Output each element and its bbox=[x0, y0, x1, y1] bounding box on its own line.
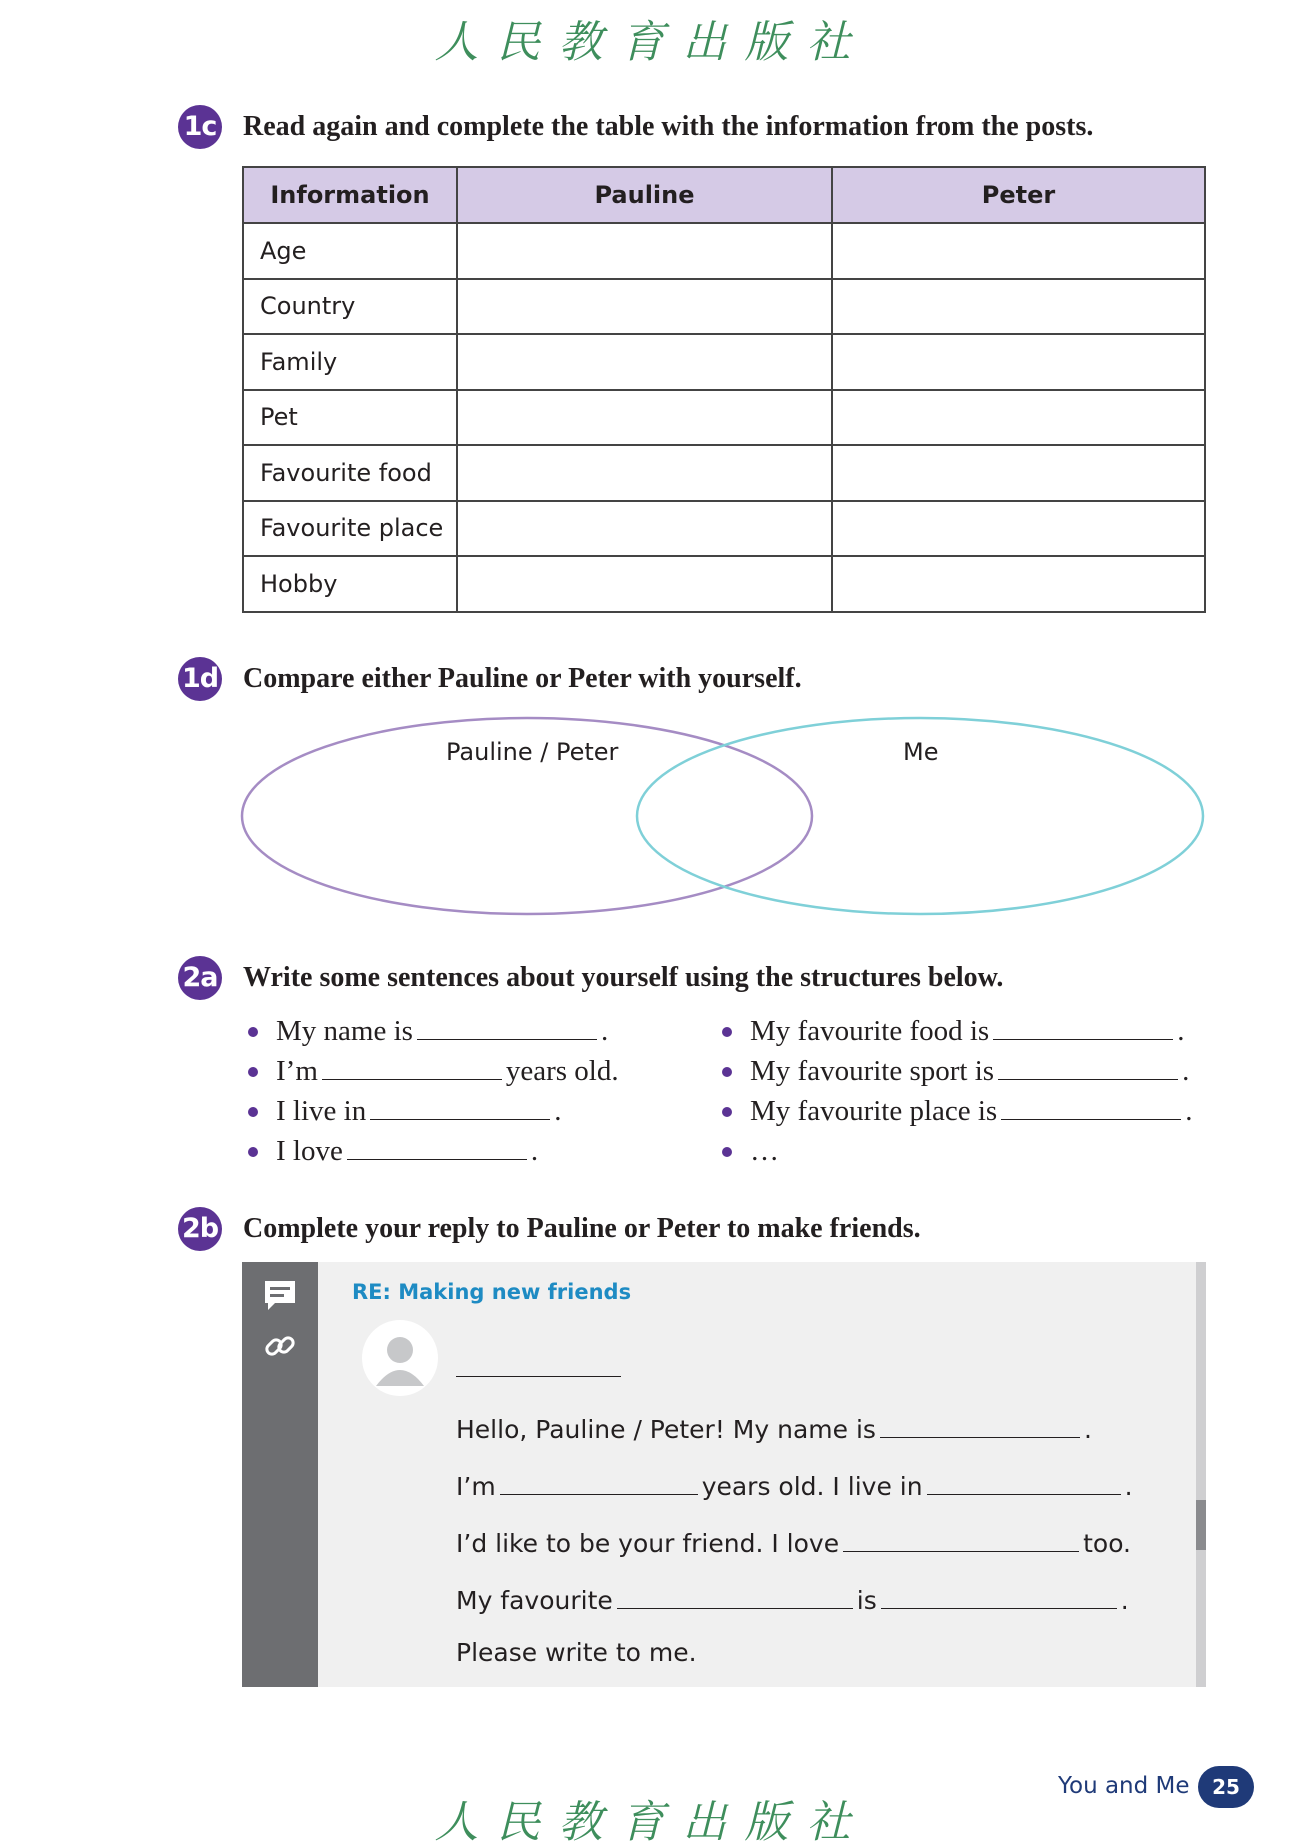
publisher-logo-top: 人民教育出版社 bbox=[434, 17, 869, 68]
publisher-logo-bottom: 人民教育出版社 bbox=[434, 1797, 869, 1842]
table-row bbox=[243, 334, 1205, 390]
answer-cell-pauline[interactable] bbox=[457, 501, 832, 557]
list-item: My favourite sport is . bbox=[716, 1051, 1192, 1091]
column-header-information: Information bbox=[243, 167, 457, 223]
scrollbar-thumb[interactable] bbox=[1196, 1500, 1206, 1550]
row-label: Age bbox=[243, 223, 457, 279]
forum-reply-box bbox=[242, 1262, 1206, 1687]
sentence-list-right bbox=[716, 1011, 1192, 1171]
table-row bbox=[243, 279, 1205, 335]
answer-cell-peter[interactable] bbox=[832, 445, 1205, 501]
blank-line[interactable] bbox=[993, 1014, 1173, 1040]
blank-line[interactable] bbox=[347, 1134, 527, 1160]
avatar bbox=[362, 1320, 438, 1396]
instruction-2a: Write some sentences about yourself using the structures below. bbox=[243, 962, 1004, 993]
venn-diagram[interactable] bbox=[240, 714, 1210, 919]
venn-label-me: Me bbox=[903, 738, 939, 766]
column-header-pauline: Pauline bbox=[457, 167, 832, 223]
list-item: My favourite food is . bbox=[716, 1011, 1192, 1051]
reply-line-2: I’m years old. I live in . bbox=[456, 1467, 1133, 1501]
sentence-list-left bbox=[242, 1011, 619, 1171]
link-icon[interactable] bbox=[262, 1328, 298, 1364]
reply-line-1: Hello, Pauline / Peter! My name is . bbox=[456, 1410, 1092, 1444]
answer-cell-peter[interactable] bbox=[832, 334, 1205, 390]
comment-icon[interactable] bbox=[262, 1278, 298, 1314]
row-label: Hobby bbox=[243, 556, 457, 612]
blank-line[interactable] bbox=[880, 1410, 1080, 1438]
list-item: I’m years old. bbox=[242, 1051, 619, 1091]
row-label: Country bbox=[243, 279, 457, 335]
section-badge-2a: 2a bbox=[178, 956, 222, 1000]
answer-cell-pauline[interactable] bbox=[457, 556, 832, 612]
reply-line-3: I’d like to be your friend. I love too. bbox=[456, 1524, 1131, 1558]
answer-cell-peter[interactable] bbox=[832, 279, 1205, 335]
blank-line[interactable] bbox=[1001, 1094, 1181, 1120]
blank-line[interactable] bbox=[881, 1581, 1117, 1609]
blank-line[interactable] bbox=[843, 1524, 1079, 1552]
instruction-1d: Compare either Pauline or Peter with yourself. bbox=[243, 663, 802, 694]
answer-cell-peter[interactable] bbox=[832, 501, 1205, 557]
information-table bbox=[242, 166, 1206, 613]
venn-label-pauline-peter: Pauline / Peter bbox=[446, 738, 619, 766]
blank-line[interactable] bbox=[370, 1094, 550, 1120]
row-label: Favourite food bbox=[243, 445, 457, 501]
answer-cell-pauline[interactable] bbox=[457, 223, 832, 279]
reply-sidebar bbox=[242, 1262, 318, 1687]
row-label: Favourite place bbox=[243, 501, 457, 557]
list-item: I live in . bbox=[242, 1091, 619, 1131]
table-row bbox=[243, 223, 1205, 279]
table-header-row bbox=[243, 167, 1205, 223]
list-item: … bbox=[716, 1131, 1192, 1171]
table-row bbox=[243, 390, 1205, 446]
list-item: I love . bbox=[242, 1131, 619, 1171]
list-item: My favourite place is . bbox=[716, 1091, 1192, 1131]
table-row bbox=[243, 556, 1205, 612]
answer-cell-peter[interactable] bbox=[832, 223, 1205, 279]
blank-line[interactable] bbox=[500, 1467, 698, 1495]
answer-cell-pauline[interactable] bbox=[457, 445, 832, 501]
blank-line[interactable] bbox=[417, 1014, 597, 1040]
blank-line[interactable] bbox=[927, 1467, 1121, 1495]
page-number: 25 bbox=[1198, 1766, 1254, 1808]
section-badge-1c: 1c bbox=[178, 105, 222, 149]
answer-cell-pauline[interactable] bbox=[457, 334, 832, 390]
row-label: Family bbox=[243, 334, 457, 390]
column-header-peter: Peter bbox=[832, 167, 1205, 223]
answer-cell-peter[interactable] bbox=[832, 390, 1205, 446]
table-row bbox=[243, 501, 1205, 557]
answer-cell-peter[interactable] bbox=[832, 556, 1205, 612]
instruction-2b: Complete your reply to Pauline or Peter to make friends. bbox=[243, 1213, 921, 1244]
answer-cell-pauline[interactable] bbox=[457, 390, 832, 446]
list-item: My name is . bbox=[242, 1011, 619, 1051]
answer-cell-pauline[interactable] bbox=[457, 279, 832, 335]
table-row bbox=[243, 445, 1205, 501]
blank-line[interactable] bbox=[617, 1581, 853, 1609]
reply-line-5: Please write to me. bbox=[456, 1638, 697, 1667]
unit-title: You and Me bbox=[1058, 1773, 1190, 1799]
reply-line-4: My favourite is . bbox=[456, 1581, 1129, 1615]
username-blank[interactable] bbox=[456, 1376, 621, 1377]
blank-line[interactable] bbox=[322, 1054, 502, 1080]
row-label: Pet bbox=[243, 390, 457, 446]
section-badge-2b: 2b bbox=[178, 1207, 222, 1251]
post-title[interactable]: RE: Making new friends bbox=[352, 1280, 632, 1304]
instruction-1c: Read again and complete the table with the information from the posts. bbox=[243, 111, 1094, 142]
scrollbar-track[interactable] bbox=[1196, 1262, 1206, 1687]
section-badge-1d: 1d bbox=[178, 657, 222, 701]
user-avatar-icon bbox=[362, 1320, 438, 1396]
blank-line[interactable] bbox=[998, 1054, 1178, 1080]
